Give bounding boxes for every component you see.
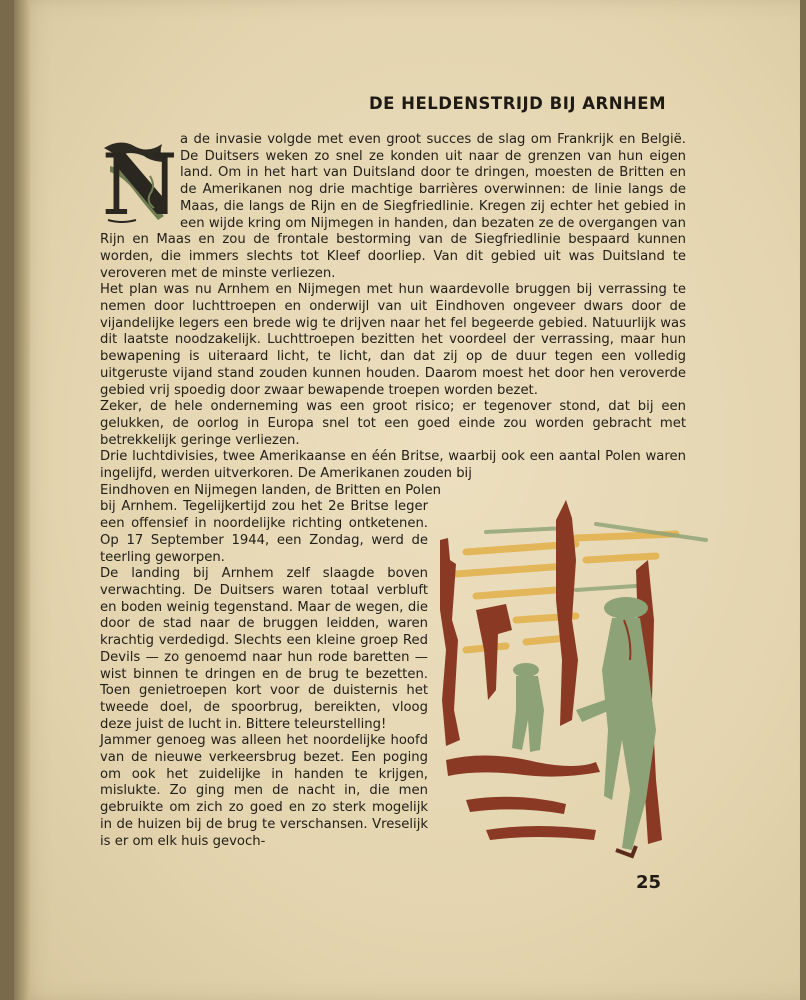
paragraph-3: Zeker, de hele onderneming was een groot risico; er tegenover stond, dat bij een gelukken, de oorlog in Europa snel tot een goed einde zou worden gebracht met betrekkelijk geringe verliezen. (100, 399, 686, 448)
svg-text:N: N (102, 136, 174, 226)
page-number: 25 (636, 872, 662, 893)
ornamental-initial-n-icon (100, 136, 174, 226)
paragraph-5: De landing bij Arnhem zelf slaagde boven verwachting. De Duitsers waren totaal verbluft en boden weinig tegenstand. Maar de wegen, die door de stad naar de bruggen leidden, waren krachtig verdedigd. Slechts een kleine groep Red Devils — zo genoemd naar hun rode baretten — wist binnen te dringen en de brug te bezetten. Toen genietroepen kort voor de duisternis het tweede doel, de spoorbrug, bereikten, vloog deze juist de lucht in. Bittere teleurstelling! (100, 566, 428, 732)
paragraph-4c: bij Arnhem. Tegelijkertijd zou het 2e Britse leger een offensief in noordelijke richting ontketenen. Op 17 September 1944, een Zondag, werd de teerling geworpen. (100, 499, 428, 565)
narrow-column (100, 499, 428, 850)
book-page (14, 0, 800, 1000)
paragraph-1-text: a de invasie volgde met even groot succes de slag om Frankrijk en België. De Duitsers weken zo snel ze konden uit naar de grenzen van hun eigen land. Om in het hart van Duitsland door te dringen, moesten de Britten en de Amerikanen nog drie machtige barrières overwinnen: de linie langs de Maas, die langs de Rijn en de Siegfriedlinie. Kregen zij echter het gebied in een wijde kring om Nijmegen in handen, dan bezaten ze de overgangen van Rijn en Maas en zou de frontale bestorming van de Siegfriedlinie bespaard kunnen worden, die immers slechts tot Kleef doorliep. Van dit gebied uit was Duitsland te veroveren met de minste verliezen. (100, 132, 686, 281)
running-head: DE HELDENSTRIJD BIJ ARNHEM (368, 94, 666, 113)
paragraph-2: Het plan was nu Arnhem en Nijmegen met hun waardevolle bruggen bij verrassing te nemen door luchttroepen en onderwijl van uit Eindhoven ongeveer dwars door de vijandelijke legers een brede wig te drijven naar het fel begeerde gebied. Natuurlijk was dit laatste noodzakelijk. Luchttroepen bezitten het voordeel der verrassing, maar hun bewapening is uiteraard licht, te licht, dan dat zij op de duur tegen een volledig uitgeruste vijand stand zouden kunnen houden. Daarom moest het door hen veroverde gebied vrij spoedig door zwaar bewapende troepen worden bezet. (100, 282, 686, 398)
paragraph-4b: Eindhoven en Nijmegen landen, de Britten en Polen (100, 482, 441, 498)
book-spine-shadow (14, 0, 30, 1000)
arnhem-soldiers-ruins-illustration (426, 500, 716, 870)
paragraph-4a: Drie luchtdivisies, twee Amerikaanse en één Britse, waarbij ook een aantal Polen waren ingelijfd, werden uitverkoren. De Amerikanen zouden bij (100, 449, 686, 482)
paragraph-6: Jammer genoeg was alleen het noordelijke hoofd van de nieuwe verkeersbrug bezet. Een poging om ook het zuidelijke in handen te krijgen, mislukte. Zo ging men de nacht in, die men gebruikte om zich zo goed en zo sterk mogelijk in de huizen bij de brug te verschansen. Vreselijk is er om elk huis gevoch- (100, 733, 428, 849)
paragraph-1 (100, 132, 686, 282)
